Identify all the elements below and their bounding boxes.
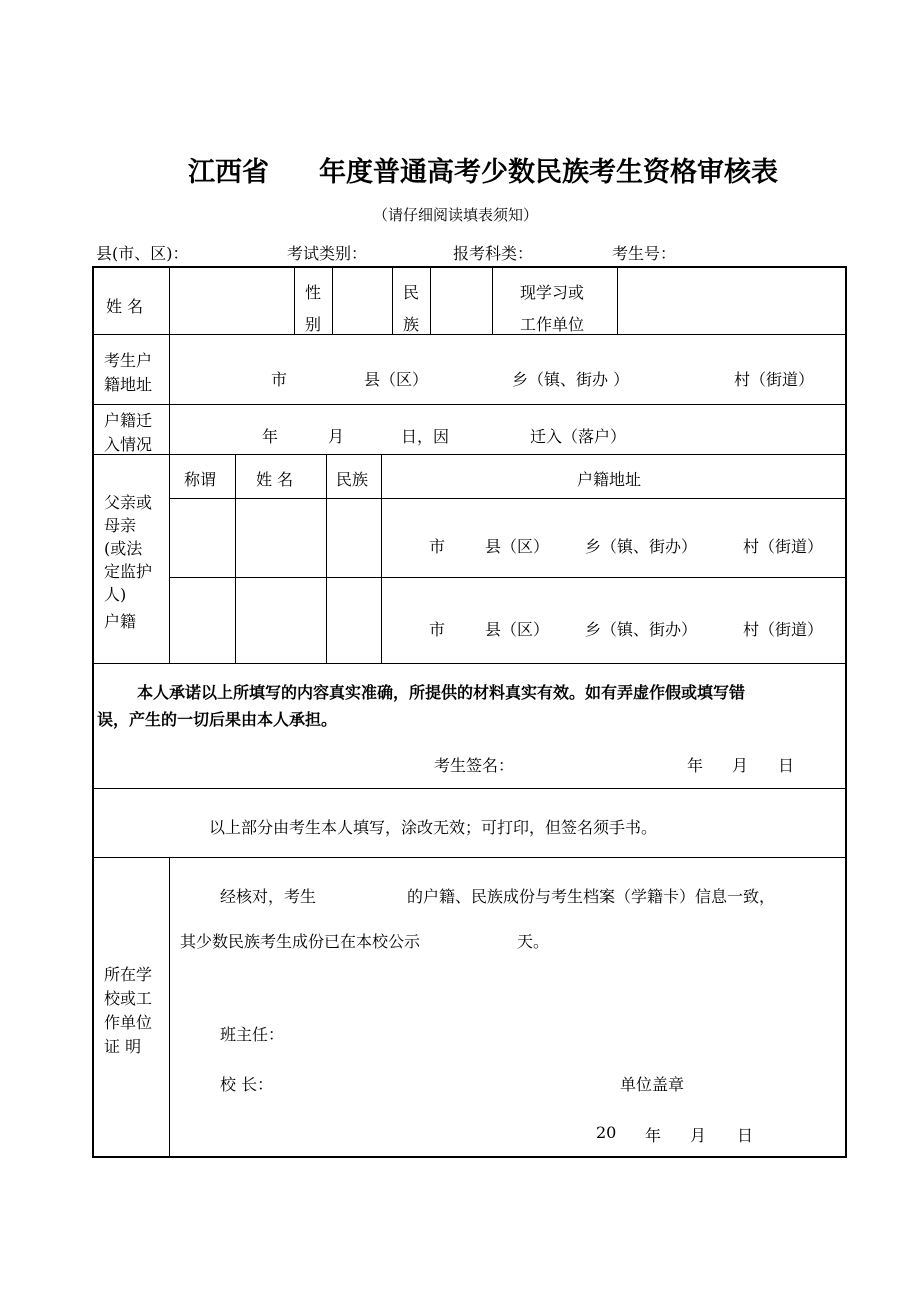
parent2-village: 村（街道） xyxy=(743,620,824,639)
parent1-county: 县（区） xyxy=(485,537,550,556)
col-sep xyxy=(492,266,493,334)
col-sep xyxy=(169,857,170,1157)
label-school-1: 所在学 xyxy=(104,965,153,984)
label-gender-2: 别 xyxy=(305,315,322,334)
pledge-year: 年 xyxy=(687,756,704,775)
col-sep xyxy=(392,266,393,334)
row-sep xyxy=(92,663,846,664)
label-parents-3: (或法 xyxy=(104,539,143,558)
move-year: 年 xyxy=(262,427,279,446)
label-parents-2: 母亲 xyxy=(104,516,137,535)
parent1-city: 市 xyxy=(429,537,446,556)
label-move-1: 户籍迁 xyxy=(104,411,153,430)
row-sep xyxy=(169,498,846,499)
col-address: 户籍地址 xyxy=(577,470,642,489)
date-prefix: 20 xyxy=(596,1123,617,1142)
parent2-county: 县（区） xyxy=(485,620,550,639)
label-school-3: 作单位 xyxy=(104,1013,153,1032)
label-parents-4: 定监护 xyxy=(104,562,153,581)
pledge-day: 日 xyxy=(778,756,795,775)
label-work-2: 工作单位 xyxy=(520,315,585,334)
col-name: 姓 名 xyxy=(256,470,294,489)
move-month: 月 xyxy=(328,427,345,446)
move-day: 日，因 xyxy=(401,427,450,446)
header-subject: 报考科类： xyxy=(453,244,534,263)
label-ethnic-2: 族 xyxy=(403,315,420,334)
col-sep xyxy=(430,266,431,334)
stamp-label: 单位盖章 xyxy=(620,1075,685,1094)
header-exam-no: 考生号： xyxy=(612,244,677,263)
row-sep xyxy=(92,334,846,335)
parent1-village: 村（街道） xyxy=(743,537,824,556)
page-subtitle: （请仔细阅读填表须知） xyxy=(373,206,539,224)
label-school-2: 校或工 xyxy=(104,989,153,1008)
col-sep xyxy=(617,266,618,334)
label-move-2: 入情况 xyxy=(104,435,153,454)
row-sep xyxy=(92,454,846,455)
row-sep xyxy=(169,577,846,578)
row-sep xyxy=(92,404,846,405)
table-right-border xyxy=(845,266,847,1157)
verify-line-1a: 经核对，考生 xyxy=(220,887,317,906)
col-ethnic: 民族 xyxy=(336,470,369,489)
col-sep xyxy=(294,266,295,334)
address-city: 市 xyxy=(271,370,288,389)
teacher-label: 班主任： xyxy=(220,1025,285,1044)
col-sep xyxy=(332,266,333,334)
header-county: 县(市、区)： xyxy=(96,244,189,263)
principal-label: 校 长： xyxy=(220,1075,274,1094)
fill-note: 以上部分由考生本人填写，涂改无效；可打印，但签名须手书。 xyxy=(209,818,658,837)
row-sep xyxy=(92,857,846,858)
address-county: 县（区） xyxy=(364,370,429,389)
col-sep xyxy=(326,454,327,663)
label-name: 姓 名 xyxy=(106,297,144,316)
label-parents-1: 父亲或 xyxy=(104,493,153,512)
label-work-1: 现学习或 xyxy=(520,283,585,302)
label-address-1: 考生户 xyxy=(104,351,153,370)
address-village: 村（街道） xyxy=(734,370,815,389)
col-relation: 称谓 xyxy=(184,470,217,489)
parent1-town: 乡（镇、街办） xyxy=(585,537,698,556)
row-sep xyxy=(92,788,846,789)
pledge-line-2: 误，产生的一切后果由本人承担。 xyxy=(97,710,338,729)
table-left-border xyxy=(92,266,94,1157)
label-gender-1: 性 xyxy=(305,283,322,302)
pledge-sign-label: 考生签名： xyxy=(434,756,515,775)
verify-line-2a: 其少数民族考生成份已在本校公示 xyxy=(180,932,421,951)
table-bottom-border xyxy=(92,1156,847,1158)
date-month: 月 xyxy=(690,1126,707,1145)
header-exam-type: 考试类别： xyxy=(287,244,368,263)
address-town: 乡（镇、街办 ） xyxy=(512,370,630,389)
pledge-line-1: 本人承诺以上所填写的内容真实准确，所提供的材料真实有效。如有弄虚作假或填写错 xyxy=(137,683,746,702)
date-year: 年 xyxy=(645,1126,662,1145)
pledge-month: 月 xyxy=(732,756,749,775)
table-top-border xyxy=(92,266,847,268)
label-parents-6: 户籍 xyxy=(104,612,137,631)
verify-line-1b: 的户籍、民族成份与考生档案（学籍卡）信息一致， xyxy=(407,887,776,906)
page-title xyxy=(188,150,778,189)
title-province: 江西省 xyxy=(188,157,269,188)
parent2-town: 乡（镇、街办） xyxy=(585,620,698,639)
parent2-city: 市 xyxy=(429,620,446,639)
label-ethnic-1: 民 xyxy=(403,283,420,302)
move-in: 迁入（落户） xyxy=(530,427,627,446)
date-day: 日 xyxy=(737,1126,754,1145)
verify-line-2b: 天。 xyxy=(517,932,550,951)
col-sep xyxy=(169,266,170,664)
col-sep xyxy=(381,454,382,663)
label-school-4: 证 明 xyxy=(104,1037,142,1056)
label-address-2: 籍地址 xyxy=(104,375,153,394)
label-parents-5: 人) xyxy=(104,585,127,604)
title-rest: 年度普通高考少数民族考生资格审核表 xyxy=(319,157,778,188)
col-sep xyxy=(235,454,236,663)
